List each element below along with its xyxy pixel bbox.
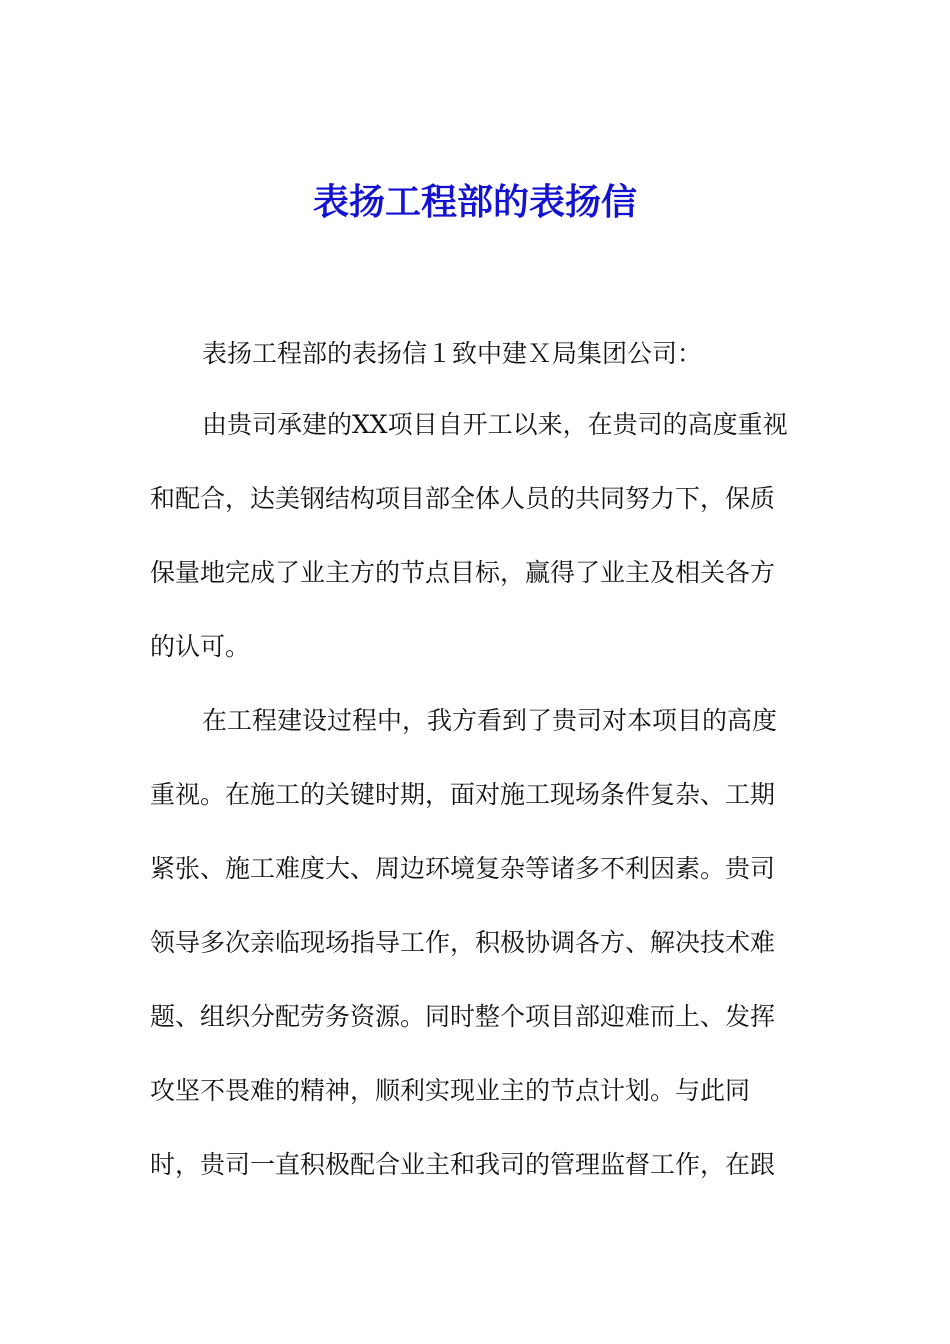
salutation-line: 表扬工程部的表扬信１致中建Ｘ局集团公司： [202, 339, 703, 368]
body-line: 时，贵司一直积极配合业主和我司的管理监督工作，在跟 [150, 1150, 776, 1179]
body-line: 的认可。 [150, 632, 251, 661]
body-line: 领导多次亲临现场指导工作，积极协调各方、解决技术难 [150, 928, 776, 957]
body-line: 题、组织分配劳务资源。同时整个项目部迎难而上、发挥 [150, 1002, 776, 1031]
body-line: 由贵司承建的XX项目自开工以来，在贵司的高度重视 [202, 410, 788, 439]
body-line: 攻坚不畏难的精神，顺利实现业主的节点计划。与此同 [150, 1076, 751, 1105]
body-line: 重视。在施工的关键时期，面对施工现场条件复杂、工期 [150, 780, 776, 809]
body-line: 保量地完成了业主方的节点目标，赢得了业主及相关各方 [150, 558, 776, 587]
body-line: 紧张、施工难度大、周边环境复杂等诸多不利因素。贵司 [150, 854, 776, 883]
document-title: 表扬工程部的表扬信 [312, 181, 637, 223]
body-line: 和配合，达美钢结构项目部全体人员的共同努力下，保质 [150, 484, 776, 513]
body-line: 在工程建设过程中，我方看到了贵司对本项目的高度 [202, 706, 778, 735]
